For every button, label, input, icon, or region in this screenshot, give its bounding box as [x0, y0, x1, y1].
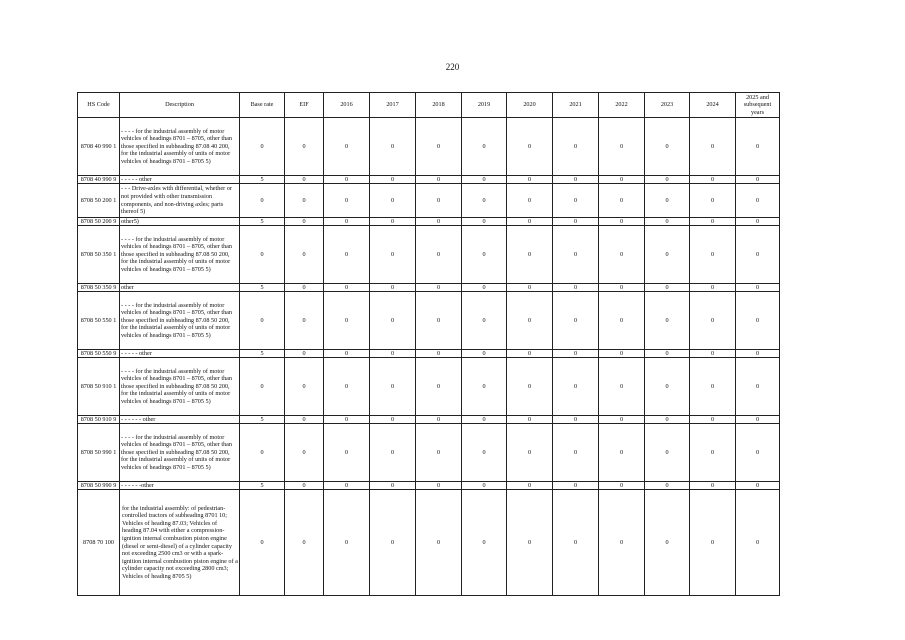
rate-cell: 0 [645, 350, 690, 358]
rate-cell: 0 [507, 490, 553, 596]
rate-cell: 5 [240, 350, 285, 358]
description-cell: - - - - for the industrial assembly of motor vehicles of headings 8701 – 8705, other than those specified in subheading 87.08 50 200, for the industrial assembly of units of motor vehicles of headings 8701 – 8705 5) [120, 358, 240, 416]
hs-code-cell: 8708 50 910 1 [78, 358, 120, 416]
rate-cell: 0 [285, 482, 324, 490]
rate-cell: 0 [416, 226, 462, 284]
rate-cell: 5 [240, 218, 285, 226]
rate-cell: 0 [285, 284, 324, 292]
rate-cell: 0 [507, 184, 553, 218]
rate-cell: 0 [324, 284, 370, 292]
column-header: 2016 [324, 93, 370, 118]
rate-cell: 5 [240, 482, 285, 490]
table-row [78, 358, 780, 416]
rate-cell: 5 [240, 176, 285, 184]
rate-cell: 0 [462, 416, 507, 424]
rate-cell: 0 [645, 416, 690, 424]
column-header: 2025 and subsequent years [736, 93, 780, 118]
rate-cell: 0 [690, 482, 736, 490]
rate-cell: 0 [690, 118, 736, 176]
table-row [78, 176, 780, 184]
description-cell: - - - - - other [120, 176, 240, 184]
rate-cell: 0 [553, 118, 599, 176]
rate-cell: 0 [645, 184, 690, 218]
rate-cell: 0 [736, 226, 780, 284]
rate-cell: 0 [462, 490, 507, 596]
rate-cell: 0 [553, 482, 599, 490]
hs-code-cell: 8708 50 910 9 [78, 416, 120, 424]
rate-cell: 0 [285, 350, 324, 358]
rate-cell: 0 [599, 118, 645, 176]
rate-cell: 0 [599, 218, 645, 226]
rate-cell: 0 [285, 292, 324, 350]
rate-cell: 0 [416, 490, 462, 596]
rate-cell: 0 [507, 482, 553, 490]
table-row [78, 184, 780, 218]
rate-cell: 0 [240, 490, 285, 596]
rate-cell: 0 [553, 292, 599, 350]
rate-cell: 0 [507, 176, 553, 184]
rate-cell: 0 [416, 416, 462, 424]
rate-cell: 0 [324, 416, 370, 424]
rate-cell: 0 [645, 226, 690, 284]
rate-cell: 0 [645, 358, 690, 416]
rate-cell: 0 [736, 424, 780, 482]
rate-cell: 0 [285, 184, 324, 218]
rate-cell: 0 [599, 226, 645, 284]
rate-cell: 0 [370, 350, 416, 358]
rate-cell: 0 [462, 292, 507, 350]
rate-cell: 0 [645, 284, 690, 292]
column-header: 2023 [645, 93, 690, 118]
rate-cell: 0 [370, 424, 416, 482]
description-cell: - - - - - -other [120, 482, 240, 490]
table-row [78, 490, 780, 596]
rate-cell: 0 [645, 482, 690, 490]
rate-cell: 0 [240, 184, 285, 218]
rate-cell: 0 [324, 350, 370, 358]
rate-cell: 0 [690, 350, 736, 358]
rate-cell: 0 [736, 416, 780, 424]
rate-cell: 0 [736, 118, 780, 176]
rate-cell: 0 [507, 350, 553, 358]
rate-cell: 0 [462, 184, 507, 218]
rate-cell: 0 [553, 226, 599, 284]
rate-cell: 0 [370, 284, 416, 292]
hs-code-cell: 8708 50 990 9 [78, 482, 120, 490]
rate-cell: 0 [416, 358, 462, 416]
rate-cell: 0 [736, 218, 780, 226]
rate-cell: 0 [690, 218, 736, 226]
rate-cell: 0 [285, 226, 324, 284]
rate-cell: 0 [462, 176, 507, 184]
rate-cell: 0 [324, 226, 370, 284]
rate-cell: 0 [553, 284, 599, 292]
rate-cell: 0 [240, 118, 285, 176]
rate-cell: 0 [324, 118, 370, 176]
rate-cell: 0 [324, 218, 370, 226]
rate-cell: 0 [370, 184, 416, 218]
rate-cell: 0 [507, 118, 553, 176]
rate-cell: 0 [240, 358, 285, 416]
table-row [78, 284, 780, 292]
table-row [78, 118, 780, 176]
rate-cell: 0 [324, 184, 370, 218]
column-header: EIF [285, 93, 324, 118]
rate-cell: 0 [599, 184, 645, 218]
rate-cell: 0 [285, 176, 324, 184]
description-cell: - - - - for the industrial assembly of motor vehicles of headings 8701 – 8705, other than those specified in subheading 87.08 50 200, for the industrial assembly of units of motor vehicles of headings 8701 – 8705 5) [120, 226, 240, 284]
table-row [78, 482, 780, 490]
column-header: Base rate [240, 93, 285, 118]
rate-cell: 0 [690, 184, 736, 218]
rate-cell: 0 [599, 424, 645, 482]
rate-cell: 0 [553, 490, 599, 596]
rate-cell: 0 [599, 490, 645, 596]
table-row [78, 218, 780, 226]
rate-cell: 0 [645, 176, 690, 184]
rate-cell: 0 [599, 416, 645, 424]
rate-cell: 0 [553, 350, 599, 358]
rate-cell: 0 [416, 218, 462, 226]
rate-cell: 0 [324, 482, 370, 490]
rate-cell: 0 [736, 482, 780, 490]
rate-cell: 0 [240, 424, 285, 482]
rate-cell: 0 [736, 490, 780, 596]
rate-cell: 0 [416, 284, 462, 292]
column-header: 2018 [416, 93, 462, 118]
page-number: 220 [445, 62, 460, 72]
rate-cell: 0 [507, 284, 553, 292]
table-row [78, 350, 780, 358]
header-row [78, 93, 780, 118]
rate-cell: 0 [690, 416, 736, 424]
rate-cell: 0 [416, 350, 462, 358]
rate-cell: 0 [462, 350, 507, 358]
rate-cell: 0 [370, 358, 416, 416]
column-header: 2019 [462, 93, 507, 118]
rate-cell: 0 [599, 350, 645, 358]
rate-cell: 0 [690, 292, 736, 350]
rate-cell: 0 [240, 226, 285, 284]
rate-cell: 0 [736, 350, 780, 358]
rate-cell: 0 [285, 358, 324, 416]
rate-cell: 0 [370, 118, 416, 176]
rate-cell: 0 [285, 490, 324, 596]
description-cell: - - - Drive-axles with differential, whether or not provided with other transmission components, and non-driving axles; parts thereof 5) [120, 184, 240, 218]
hs-code-cell: 8708 40 990 1 [78, 118, 120, 176]
hs-code-cell: 8708 40 990 9 [78, 176, 120, 184]
rate-cell: 0 [285, 416, 324, 424]
rate-cell: 0 [462, 218, 507, 226]
description-cell: - - - - - other [120, 350, 240, 358]
rate-cell: 0 [370, 226, 416, 284]
rate-cell: 0 [370, 176, 416, 184]
rate-cell: 0 [553, 218, 599, 226]
rate-cell: 0 [324, 424, 370, 482]
rate-cell: 0 [736, 176, 780, 184]
rate-cell: 0 [285, 424, 324, 482]
rate-cell: 0 [690, 424, 736, 482]
hs-code-cell: 8708 70 100 [78, 490, 120, 596]
rate-cell: 0 [553, 176, 599, 184]
column-header: 2024 [690, 93, 736, 118]
rate-cell: 0 [645, 118, 690, 176]
rate-cell: 0 [553, 416, 599, 424]
column-header: HS Code [78, 93, 120, 118]
rate-cell: 0 [599, 292, 645, 350]
rate-cell: 0 [416, 184, 462, 218]
hs-code-cell: 8708 50 990 1 [78, 424, 120, 482]
column-header: Description [120, 93, 240, 118]
table-row [78, 226, 780, 284]
rate-cell: 0 [599, 482, 645, 490]
rate-cell: 0 [690, 490, 736, 596]
rate-cell: 0 [416, 118, 462, 176]
rate-cell: 0 [507, 226, 553, 284]
rate-cell: 0 [736, 184, 780, 218]
rate-cell: 0 [690, 176, 736, 184]
description-cell: - - - - for the industrial assembly of motor vehicles of headings 8701 – 8705, other than those specified in subheading 87.08 50 200, for the industrial assembly of units of motor vehicles of headings 8701 – 8705 5) [120, 292, 240, 350]
rate-cell: 0 [736, 284, 780, 292]
rate-cell: 0 [416, 482, 462, 490]
rate-cell: 0 [599, 176, 645, 184]
rate-cell: 0 [645, 424, 690, 482]
column-header: 2022 [599, 93, 645, 118]
table-row [78, 416, 780, 424]
hs-code-cell: 8708 50 200 9 [78, 218, 120, 226]
rate-cell: 0 [324, 358, 370, 416]
rate-cell: 0 [462, 482, 507, 490]
rate-cell: 0 [507, 218, 553, 226]
rate-cell: 5 [240, 284, 285, 292]
rate-cell: 0 [507, 424, 553, 482]
rate-cell: 0 [370, 416, 416, 424]
description-cell: for the industrial assembly: of pedestrian-controlled tractors of subheading 8701 10; Vehicles of heading 87.03; Vehicles of heading 87.04 with either a compression-ignition internal combustion piston engine (diesel or semi-diesel) of a cylinder capacity not exceeding 2500 cm3 or with a spark-ignition internal combustion piston engine of a cylinder capacity not exceeding 2800 cm3; Vehicles of heading 8705 5) [120, 490, 240, 596]
rate-cell: 0 [416, 424, 462, 482]
rate-cell: 0 [370, 292, 416, 350]
tariff-schedule-table [77, 92, 780, 596]
hs-code-cell: 8708 50 200 1 [78, 184, 120, 218]
rate-cell: 0 [462, 358, 507, 416]
description-cell: - - - - for the industrial assembly of motor vehicles of headings 8701 – 8705, other than those specified in subheading 87.08 50 200, for the industrial assembly of units of motor vehicles of headings 8701 – 8705 5) [120, 424, 240, 482]
rate-cell: 0 [553, 358, 599, 416]
rate-cell: 0 [645, 490, 690, 596]
rate-cell: 0 [324, 176, 370, 184]
rate-cell: 0 [507, 292, 553, 350]
description-cell: other5) [120, 218, 240, 226]
rate-cell: 0 [285, 118, 324, 176]
rate-cell: 0 [370, 482, 416, 490]
rate-cell: 0 [416, 292, 462, 350]
rate-cell: 0 [324, 490, 370, 596]
rate-cell: 0 [645, 218, 690, 226]
hs-code-cell: 8708 50 350 9 [78, 284, 120, 292]
rate-cell: 0 [645, 292, 690, 350]
table-row [78, 424, 780, 482]
rate-cell: 0 [553, 424, 599, 482]
hs-code-cell: 8708 50 550 1 [78, 292, 120, 350]
column-header: 2017 [370, 93, 416, 118]
rate-cell: 0 [462, 284, 507, 292]
hs-code-cell: 8708 50 550 9 [78, 350, 120, 358]
description-cell: other [120, 284, 240, 292]
rate-cell: 5 [240, 416, 285, 424]
rate-cell: 0 [324, 292, 370, 350]
rate-cell: 0 [736, 358, 780, 416]
rate-cell: 0 [416, 176, 462, 184]
rate-cell: 0 [599, 284, 645, 292]
rate-cell: 0 [370, 218, 416, 226]
rate-cell: 0 [553, 184, 599, 218]
rate-cell: 0 [285, 218, 324, 226]
rate-cell: 0 [690, 226, 736, 284]
table-body [78, 118, 780, 596]
rate-cell: 0 [736, 292, 780, 350]
table-row [78, 292, 780, 350]
rate-cell: 0 [690, 284, 736, 292]
column-header: 2021 [553, 93, 599, 118]
rate-cell: 0 [462, 226, 507, 284]
rate-cell: 0 [370, 490, 416, 596]
hs-code-cell: 8708 50 350 1 [78, 226, 120, 284]
rate-cell: 0 [507, 416, 553, 424]
description-cell: - - - - for the industrial assembly of motor vehicles of headings 8701 – 8705, other than those specified in subheading 87.08 40 200, for the industrial assembly of units of motor vehicles of headings 8701 – 8705 5) [120, 118, 240, 176]
rate-cell: 0 [599, 358, 645, 416]
rate-cell: 0 [240, 292, 285, 350]
rate-cell: 0 [507, 358, 553, 416]
description-cell: - - - - - - other [120, 416, 240, 424]
rate-cell: 0 [462, 118, 507, 176]
rate-cell: 0 [462, 424, 507, 482]
rate-cell: 0 [690, 358, 736, 416]
column-header: 2020 [507, 93, 553, 118]
